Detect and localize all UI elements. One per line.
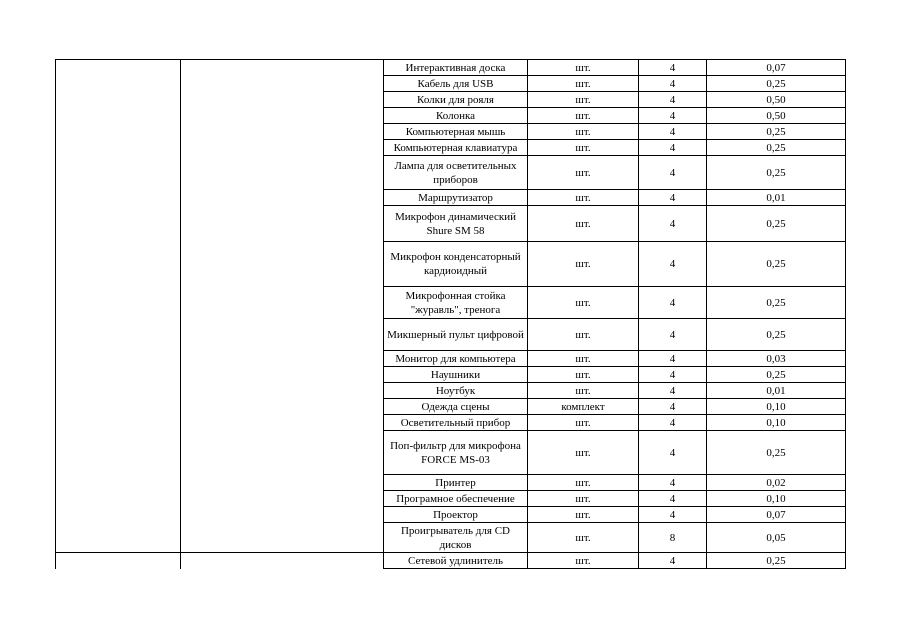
coefficient-cell: 0,25 [766, 368, 786, 381]
item-name-cell: Интерактивная доска [405, 61, 506, 74]
unit-cell: шт. [575, 416, 591, 429]
unit-cell: шт. [575, 508, 591, 521]
quantity-cell: 4 [669, 400, 676, 413]
unit-cell: шт. [575, 368, 591, 381]
coefficient-cell: 0,50 [766, 93, 786, 106]
quantity-cell: 4 [669, 384, 676, 397]
quantity-cell: 4 [669, 554, 676, 567]
coefficient-cell: 0,05 [766, 531, 786, 544]
unit-cell: шт. [575, 492, 591, 505]
column-border [845, 59, 846, 569]
coefficient-cell: 0,10 [766, 400, 786, 413]
table-bottom-border [383, 568, 846, 569]
unit-cell: шт. [575, 296, 591, 309]
quantity-cell: 4 [669, 93, 676, 106]
unit-cell: шт. [575, 328, 591, 341]
quantity-cell: 4 [669, 61, 676, 74]
quantity-cell: 4 [669, 492, 676, 505]
item-name-cell: Колки для рояля [417, 93, 494, 106]
unit-cell: шт. [575, 352, 591, 365]
quantity-cell: 4 [669, 125, 676, 138]
column-border [180, 59, 181, 569]
item-name-cell: Проектор [433, 508, 478, 521]
item-name-cell: Монитор для компьютера [395, 352, 516, 365]
unit-cell: шт. [575, 125, 591, 138]
unit-cell: шт. [575, 109, 591, 122]
unit-cell: шт. [575, 446, 591, 459]
coefficient-cell: 0,25 [766, 446, 786, 459]
item-name-cell: Микшерный пульт цифровой [387, 328, 524, 341]
coefficient-cell: 0,25 [766, 166, 786, 179]
quantity-cell: 4 [669, 352, 676, 365]
unit-cell: шт. [575, 476, 591, 489]
coefficient-cell: 0,25 [766, 141, 786, 154]
unit-cell: шт. [575, 554, 591, 567]
unit-cell: шт. [575, 61, 591, 74]
quantity-cell: 4 [669, 476, 676, 489]
unit-cell: шт. [575, 77, 591, 90]
unit-cell: комплект [561, 400, 605, 413]
quantity-cell: 4 [669, 258, 676, 270]
item-name-cell: Колонка [435, 109, 476, 122]
unit-cell: шт. [575, 93, 591, 106]
item-name-cell: Компьютерная клавиатура [393, 141, 518, 154]
coefficient-cell: 0,07 [766, 61, 786, 74]
coefficient-cell: 0,01 [766, 191, 786, 204]
coefficient-cell: 0,25 [766, 77, 786, 90]
item-name-cell: Одежда сцены [421, 400, 490, 413]
item-name-cell: Поп-фильтр для микрофона FORCE MS-03 [390, 439, 521, 466]
column-border [55, 59, 56, 569]
quantity-cell: 4 [669, 328, 676, 341]
item-name-cell: Микрофонная стойка "журавль", тренога [405, 289, 506, 316]
coefficient-cell: 0,25 [766, 217, 786, 230]
coefficient-cell: 0,50 [766, 109, 786, 122]
unit-cell: шт. [575, 166, 591, 179]
coefficient-cell: 0,25 [766, 328, 786, 341]
unit-cell: шт. [575, 191, 591, 204]
item-name-cell: Осветительный прибор [400, 416, 511, 429]
group-separator [55, 552, 383, 553]
coefficient-cell: 0,25 [766, 554, 786, 567]
quantity-cell: 8 [669, 531, 676, 544]
item-name-cell: Микрофон динамический Shure SM 58 [394, 210, 517, 237]
coefficient-cell: 0,10 [766, 492, 786, 505]
item-name-cell: Програмное обеспечение [396, 492, 515, 505]
quantity-cell: 4 [669, 166, 676, 179]
unit-cell: шт. [575, 217, 591, 230]
item-name-cell: Принтер [435, 476, 476, 489]
unit-cell: шт. [575, 258, 591, 270]
coefficient-cell: 0,03 [766, 352, 786, 365]
quantity-cell: 4 [669, 109, 676, 122]
quantity-cell: 4 [669, 416, 676, 429]
quantity-cell: 4 [669, 77, 676, 90]
unit-cell: шт. [575, 384, 591, 397]
unit-cell: шт. [575, 531, 591, 544]
quantity-cell: 4 [669, 446, 676, 459]
coefficient-cell: 0,25 [766, 296, 786, 309]
coefficient-cell: 0,07 [766, 508, 786, 521]
item-name-cell: Сетевой удлинитель [407, 554, 504, 567]
item-name-cell: Ноутбук [435, 384, 476, 397]
quantity-cell: 4 [669, 217, 676, 230]
item-name-cell: Наушники [430, 368, 481, 381]
item-name-cell: Лампа для осветительных приборов [394, 159, 517, 186]
quantity-cell: 4 [669, 141, 676, 154]
item-name-cell: Компьютерная мышь [405, 125, 506, 138]
quantity-cell: 4 [669, 368, 676, 381]
quantity-cell: 4 [669, 508, 676, 521]
quantity-cell: 4 [669, 191, 676, 204]
coefficient-cell: 0,10 [766, 416, 786, 429]
coefficient-cell: 0,25 [766, 125, 786, 138]
coefficient-cell: 0,25 [766, 258, 786, 270]
item-name-cell: Маршрутизатор [418, 191, 493, 204]
coefficient-cell: 0,01 [766, 384, 786, 397]
quantity-cell: 4 [669, 296, 676, 309]
coefficient-cell: 0,02 [766, 476, 786, 489]
item-name-cell: Кабель для USB [417, 77, 494, 90]
item-name-cell: Микрофон конденсаторный кардиоидный [390, 251, 521, 277]
item-name-cell: Проигрыватель для CD дисков [400, 524, 510, 551]
unit-cell: шт. [575, 141, 591, 154]
